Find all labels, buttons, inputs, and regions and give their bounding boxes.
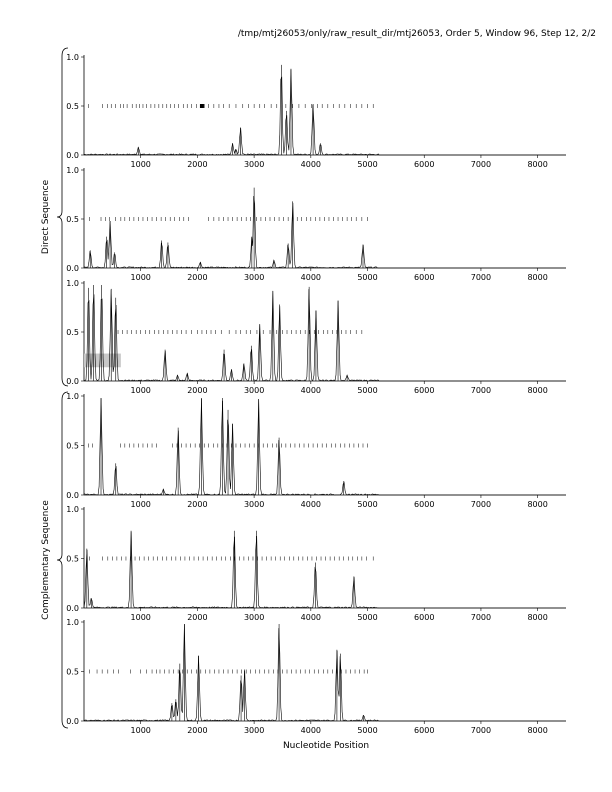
y-tick-label: 0.5 [66, 102, 79, 111]
x-tick-label: 6000 [414, 386, 435, 395]
x-tick-label: 3000 [243, 500, 265, 509]
x-tick-label: 3000 [243, 386, 265, 395]
x-tick-label: 4000 [300, 273, 322, 282]
x-tick-label: 8000 [527, 273, 548, 282]
y-tick-label: 1.0 [66, 505, 79, 514]
group-brackets [41, 48, 68, 728]
y-tick-label: 0.0 [66, 604, 79, 613]
x-tick-label: 7000 [470, 726, 492, 735]
y-tick-label: 1.0 [66, 279, 79, 288]
x-tick-label: 6000 [414, 613, 435, 622]
x-tick-label: 1000 [130, 273, 151, 282]
x-tick-label: 4000 [300, 386, 322, 395]
x-tick-label: 2000 [187, 613, 208, 622]
y-tick-label: 1.0 [66, 53, 79, 62]
x-tick-label: 5000 [357, 160, 378, 169]
y-tick-label: 0.0 [66, 151, 79, 160]
score-trace [84, 289, 566, 381]
y-tick-label: 0.5 [66, 554, 79, 564]
y-tick-label: 0.0 [66, 491, 79, 500]
x-tick-label: 8000 [527, 386, 548, 395]
x-tick-label: 1000 [130, 500, 151, 509]
x-tick-label: 5000 [357, 386, 378, 395]
x-tick-label: 7000 [470, 273, 492, 282]
x-tick-label: 5000 [357, 273, 378, 282]
run-label: /tmp/mtj26053/only/raw_result_dir/mtj26053, Order 5, Window 96, Step 12, 2/2 [237, 29, 596, 39]
y-tick-label: 0.0 [66, 717, 79, 726]
chart-panels [66, 53, 566, 735]
panel-1 [66, 53, 566, 169]
x-tick-label: 7000 [470, 500, 492, 509]
x-tick-label: 2000 [187, 500, 208, 509]
y-tick-label: 0.0 [66, 377, 79, 386]
y-tick-label: 0.5 [66, 328, 79, 337]
panel-4 [66, 392, 566, 509]
highlight-region [84, 354, 121, 368]
y-tick-label: 0.0 [66, 264, 79, 273]
direct-sequence-label: Direct Sequence [41, 179, 51, 255]
x-tick-label: 4000 [300, 613, 322, 622]
x-tick-label: 6000 [414, 273, 435, 282]
y-tick-label: 1.0 [66, 166, 79, 175]
x-tick-label: 2000 [187, 386, 208, 395]
x-tick-label: 1000 [130, 726, 151, 735]
x-tick-label: 3000 [243, 273, 265, 282]
panel-3 [66, 279, 566, 395]
score-trace [84, 196, 566, 268]
x-tick-label: 7000 [470, 386, 492, 395]
y-tick-label: 0.5 [66, 667, 79, 677]
y-tick-label: 0.5 [66, 441, 79, 451]
score-trace [84, 532, 566, 608]
x-tick-label: 5000 [357, 500, 378, 509]
x-tick-label: 4000 [300, 500, 322, 509]
x-tick-label: 7000 [470, 160, 492, 169]
x-tick-label: 1000 [130, 386, 151, 395]
score-trace [84, 70, 566, 156]
x-tick-label: 8000 [527, 160, 548, 169]
x-tick-label: 5000 [357, 613, 378, 622]
x-tick-label: 1000 [130, 613, 151, 622]
x-tick-label: 7000 [470, 613, 492, 622]
panel-2 [66, 166, 566, 282]
panel-5 [66, 505, 566, 622]
x-tick-label: 8000 [527, 500, 548, 509]
x-tick-label: 6000 [414, 500, 435, 509]
complementary-sequence-label: Complementary Sequence [41, 500, 51, 620]
x-tick-label: 3000 [243, 726, 265, 735]
x-tick-label: 3000 [243, 613, 265, 622]
x-tick-label: 2000 [187, 726, 208, 735]
score-trace [84, 624, 566, 721]
x-axis-label: Nucleotide Position [282, 741, 370, 751]
x-tick-label: 5000 [357, 726, 378, 735]
square-marker [200, 104, 204, 108]
x-tick-label: 1000 [130, 160, 151, 169]
x-tick-label: 6000 [414, 160, 435, 169]
y-tick-label: 0.5 [66, 215, 79, 224]
x-tick-label: 8000 [527, 613, 548, 622]
x-tick-label: 8000 [527, 726, 548, 735]
y-tick-label: 1.0 [66, 392, 79, 401]
score-trace [84, 398, 566, 495]
x-tick-label: 4000 [300, 726, 322, 735]
x-tick-label: 6000 [414, 726, 435, 735]
y-tick-label: 1.0 [66, 618, 79, 627]
x-tick-label: 2000 [187, 160, 208, 169]
panel-6 [66, 618, 566, 735]
x-tick-label: 3000 [243, 160, 265, 169]
x-tick-label: 2000 [187, 273, 208, 282]
x-tick-label: 4000 [300, 160, 322, 169]
